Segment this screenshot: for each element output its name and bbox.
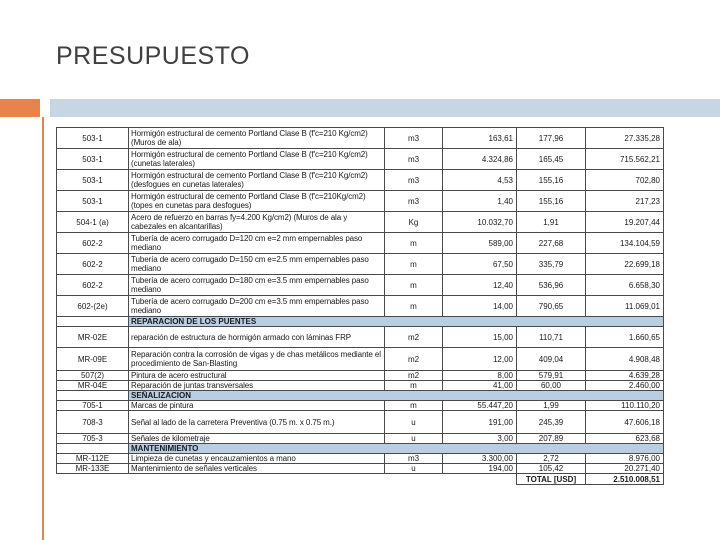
table-row <box>57 233 664 254</box>
item-unit: m3 <box>385 191 443 212</box>
total-row <box>57 474 664 485</box>
item-unit-price: 110,71 <box>517 327 586 348</box>
item-quantity: 589,00 <box>443 233 517 254</box>
item-quantity: 12,00 <box>443 348 517 371</box>
item-unit: m2 <box>385 327 443 348</box>
item-total: 623,68 <box>586 434 664 444</box>
budget-table-container <box>56 127 663 485</box>
item-code: 602-2 <box>57 254 129 275</box>
item-total: 8.976,00 <box>586 454 664 464</box>
item-unit-price: 227,68 <box>517 233 586 254</box>
item-code: MR-133E <box>57 464 129 474</box>
item-code: 503-1 <box>57 170 129 191</box>
item-total: 217,23 <box>586 191 664 212</box>
item-unit: m3 <box>385 170 443 191</box>
item-unit: m <box>385 381 443 391</box>
item-total: 715.562,21 <box>586 149 664 170</box>
item-unit: m3 <box>385 454 443 464</box>
item-description: Señal al lado de la carretera Preventiva (0.75 m. x 0.75 m.) <box>129 411 385 434</box>
section-blank-cell <box>57 391 129 401</box>
item-unit-price: 790,65 <box>517 296 586 317</box>
section-row <box>57 317 664 327</box>
table-row <box>57 454 664 464</box>
item-total: 20.271,40 <box>586 464 664 474</box>
table-row <box>57 275 664 296</box>
table-row <box>57 128 664 149</box>
item-code: 504-1 (a) <box>57 212 129 233</box>
item-unit-price: 165,45 <box>517 149 586 170</box>
accent-square <box>0 99 40 117</box>
table-row <box>57 149 664 170</box>
item-quantity: 3,00 <box>443 434 517 444</box>
item-unit-price: 155,16 <box>517 191 586 212</box>
item-total: 22.699,18 <box>586 254 664 275</box>
item-description: Hormigón estructural de cemento Portland Clase B (f'c=210 Kg/cm2) (desfogues en cunetas laterales) <box>129 170 385 191</box>
empty-cell <box>385 474 443 485</box>
section-row <box>57 391 664 401</box>
item-total: 27.335,28 <box>586 128 664 149</box>
item-quantity: 4.324,86 <box>443 149 517 170</box>
item-code: 705-3 <box>57 434 129 444</box>
item-code: MR-112E <box>57 454 129 464</box>
item-code: 602-2 <box>57 275 129 296</box>
item-description: Limpieza de cunetas y encauzamientos a mano <box>129 454 385 464</box>
item-description: Tubería de acero corrugado D=200 cm e=3.5 mm empernables paso mediano <box>129 296 385 317</box>
item-quantity: 8,00 <box>443 371 517 381</box>
table-row <box>57 381 664 391</box>
item-description: Reparación de juntas transversales <box>129 381 385 391</box>
item-unit-price: 207,89 <box>517 434 586 444</box>
item-unit: m <box>385 296 443 317</box>
item-unit-price: 409,04 <box>517 348 586 371</box>
item-total: 134.104,59 <box>586 233 664 254</box>
empty-cell <box>129 474 385 485</box>
item-description: Mantenimiento de señales verticales <box>129 464 385 474</box>
item-quantity: 3.300,00 <box>443 454 517 464</box>
table-row <box>57 212 664 233</box>
item-quantity: 4,53 <box>443 170 517 191</box>
item-unit: m <box>385 233 443 254</box>
table-row <box>57 254 664 275</box>
item-unit-price: 155,16 <box>517 170 586 191</box>
item-code: 503-1 <box>57 149 129 170</box>
item-quantity: 15,00 <box>443 327 517 348</box>
accent-line <box>42 117 44 540</box>
item-description: Señales de kilometraje <box>129 434 385 444</box>
total-label: TOTAL [USD] <box>517 474 586 485</box>
item-total: 2.460,00 <box>586 381 664 391</box>
item-code: MR-09E <box>57 348 129 371</box>
item-unit-price: 1,91 <box>517 212 586 233</box>
item-unit: u <box>385 434 443 444</box>
table-row <box>57 296 664 317</box>
item-code: 708-3 <box>57 411 129 434</box>
item-description: Hormigón estructural de cemento Portland Clase B (f'c=210 Kg/cm2) (cunetas laterales) <box>129 149 385 170</box>
slide-title: PRESUPUESTO <box>56 42 250 70</box>
section-label: SEÑALIZACION <box>129 391 664 401</box>
item-total: 6.658,30 <box>586 275 664 296</box>
item-unit-price: 2,72 <box>517 454 586 464</box>
accent-band <box>50 99 720 117</box>
item-description: Pintura de acero estructural <box>129 371 385 381</box>
item-quantity: 191,00 <box>443 411 517 434</box>
item-code: 602-2 <box>57 233 129 254</box>
item-description: Tubería de acero corrugado D=120 cm e=2 mm empernables paso mediano <box>129 233 385 254</box>
item-unit-price: 1,99 <box>517 401 586 411</box>
item-unit: m2 <box>385 348 443 371</box>
item-total: 47.606,18 <box>586 411 664 434</box>
empty-cell <box>443 474 517 485</box>
item-code: 705-1 <box>57 401 129 411</box>
item-code: MR-02E <box>57 327 129 348</box>
item-code: 503-1 <box>57 128 129 149</box>
item-unit-price: 335,79 <box>517 254 586 275</box>
item-unit: u <box>385 464 443 474</box>
section-blank-cell <box>57 444 129 454</box>
item-quantity: 55.447,20 <box>443 401 517 411</box>
section-label: REPARACION DE LOS PUENTES <box>129 317 664 327</box>
item-code: MR-04E <box>57 381 129 391</box>
item-total: 4.639,28 <box>586 371 664 381</box>
item-unit: m <box>385 254 443 275</box>
item-description: reparación de estructura de hormigón armado con láminas FRP <box>129 327 385 348</box>
item-description: Hormigón estructural de cemento Portland Clase B (f'c=210Kg/cm2) (topes en cunetas para desfogues) <box>129 191 385 212</box>
item-quantity: 12,40 <box>443 275 517 296</box>
item-total: 19.207,44 <box>586 212 664 233</box>
item-description: Tubería de acero corrugado D=180 cm e=3.5 mm empernables paso mediano <box>129 275 385 296</box>
table-row <box>57 411 664 434</box>
item-total: 11.069,01 <box>586 296 664 317</box>
table-row <box>57 434 664 444</box>
table-row <box>57 170 664 191</box>
empty-cell <box>57 474 129 485</box>
item-quantity: 10.032,70 <box>443 212 517 233</box>
item-total: 110.110,20 <box>586 401 664 411</box>
item-total: 4.908,48 <box>586 348 664 371</box>
item-quantity: 14,00 <box>443 296 517 317</box>
table-row <box>57 464 664 474</box>
item-description: Acero de refuerzo en barras fy=4.200 Kg/cm2) (Muros de ala y cabezales en alcantarillas) <box>129 212 385 233</box>
table-row <box>57 348 664 371</box>
section-label: MANTENIMIENTO <box>129 444 664 454</box>
item-unit-price: 60,00 <box>517 381 586 391</box>
item-quantity: 194,00 <box>443 464 517 474</box>
budget-table <box>56 127 664 485</box>
item-unit: u <box>385 411 443 434</box>
table-row <box>57 371 664 381</box>
table-row <box>57 401 664 411</box>
item-unit-price: 105,42 <box>517 464 586 474</box>
item-unit: m2 <box>385 371 443 381</box>
table-row <box>57 327 664 348</box>
item-unit: m3 <box>385 128 443 149</box>
item-unit: Kg <box>385 212 443 233</box>
item-description: Marcas de pintura <box>129 401 385 411</box>
item-quantity: 41,00 <box>443 381 517 391</box>
section-row <box>57 444 664 454</box>
item-quantity: 163,61 <box>443 128 517 149</box>
item-total: 702,80 <box>586 170 664 191</box>
item-unit-price: 177,96 <box>517 128 586 149</box>
item-code: 507(2) <box>57 371 129 381</box>
total-value: 2.510.008,51 <box>586 474 664 485</box>
item-unit-price: 245,39 <box>517 411 586 434</box>
section-blank-cell <box>57 317 129 327</box>
item-unit: m <box>385 401 443 411</box>
item-code: 503-1 <box>57 191 129 212</box>
item-total: 1.660,65 <box>586 327 664 348</box>
item-description: Hormigón estructural de cemento Portland Clase B (f'c=210 Kg/cm2) (Muros de ala) <box>129 128 385 149</box>
item-description: Tubería de acero corrugado D=150 cm e=2.5 mm empernables paso mediano <box>129 254 385 275</box>
item-quantity: 1,40 <box>443 191 517 212</box>
table-row <box>57 191 664 212</box>
item-unit-price: 536,96 <box>517 275 586 296</box>
item-description: Reparación contra la corrosión de vigas y de chas metálicos mediante el procedimiento de San-Blasting <box>129 348 385 371</box>
item-unit: m3 <box>385 149 443 170</box>
item-unit-price: 579,91 <box>517 371 586 381</box>
item-code: 602-(2e) <box>57 296 129 317</box>
item-unit: m <box>385 275 443 296</box>
item-quantity: 67,50 <box>443 254 517 275</box>
